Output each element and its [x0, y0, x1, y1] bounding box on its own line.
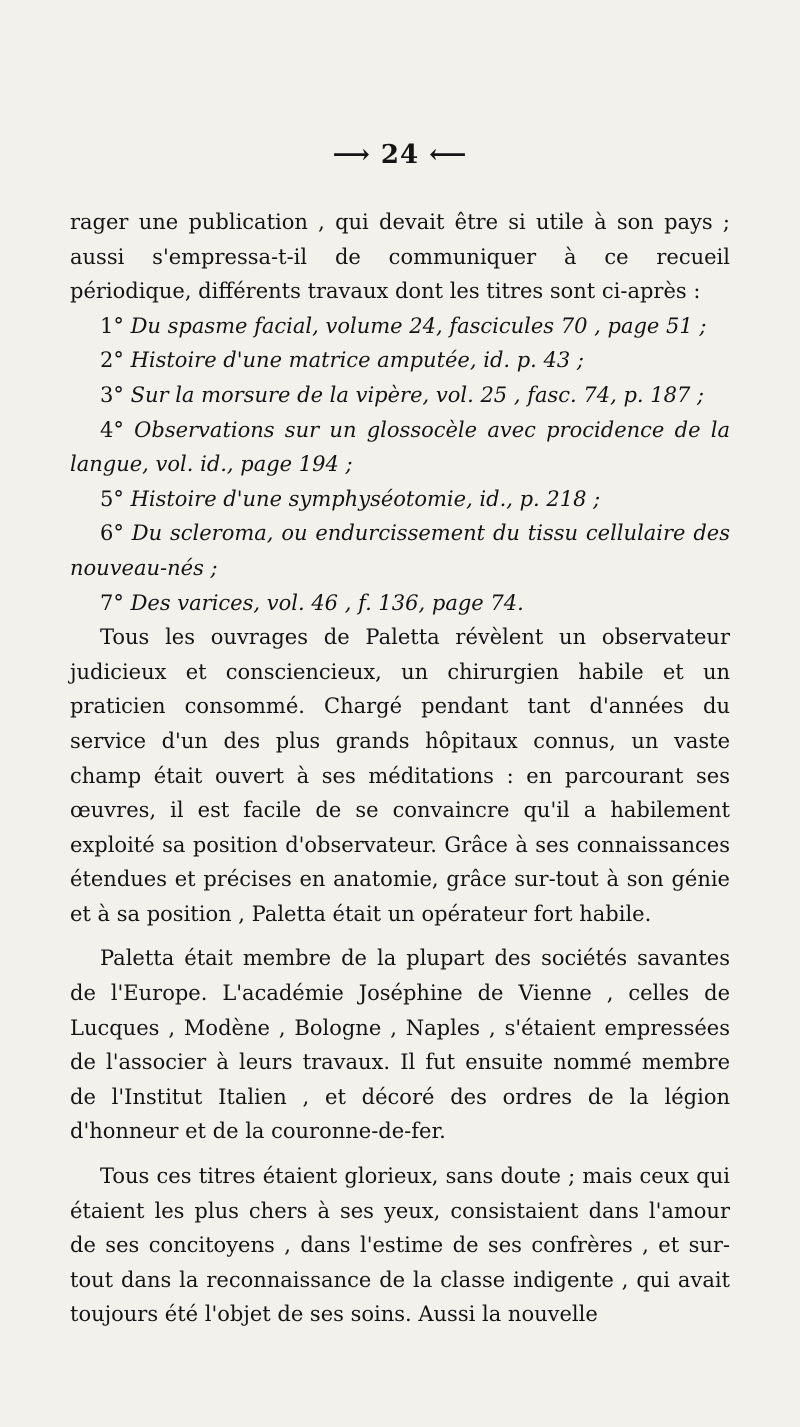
- list-item: 3° Sur la morsure de la vipère, vol. 25 , fasc. 74, p. 187 ;: [100, 382, 705, 407]
- list-item: 5° Histoire d'une symphyséotomie, id., p. 218 ;: [100, 486, 601, 511]
- paragraph-titres: Tous ces titres étaient glorieux, sans doute ; mais ceux qui étaient les plus chers à ses yeux, consistaient dans l'amour de ses concitoyens , dans l'estime de ses confrères , et sur-tout dans la reconnaissance de la classe indigente , qui avait toujours été l'objet de ses soins. Aussi la nouvelle: [70, 1164, 730, 1327]
- paragraph-ouvrages: Tous les ouvrages de Paletta révèlent un observateur judicieux et consciencieux, un chirurgien habile et un praticien consommé. Chargé pendant tant d'années du service d'un des plus grands hôpitaux connus, un vaste champ était ouvert à ses méditations : en parcourant ses œuvres, il est facile de se convaincre qu'il a habilement exploité sa position d'observateur. Grâce à ses connaissances étendues et précises en anatomie, grâce sur-tout à son génie et à sa position , Paletta était un opérateur fort habile.: [70, 625, 730, 926]
- list-item: 1° Du spasme facial, volume 24, fascicules 70 , page 51 ;: [100, 313, 707, 338]
- works-list: [70, 309, 730, 620]
- list-item: 6° Du scleroma, ou endurcissement du tissu cellulaire des nouveau-nés ;: [70, 521, 730, 580]
- page-number-header: ⟶ 24 ⟵: [332, 140, 468, 170]
- page-body: [70, 205, 730, 1332]
- paragraph-intro: rager une publication , qui devait être si utile à son pays ; aussi s'empressa-t-il de communiquer à ce recueil périodique, différents travaux dont les titres sont ci-après :: [70, 210, 730, 304]
- list-item: 7° Des varices, vol. 46 , f. 136, page 74.: [100, 590, 524, 615]
- list-item: 2° Histoire d'une matrice amputée, id. p. 43 ;: [100, 348, 585, 373]
- paragraph-membre: Paletta était membre de la plupart des sociétés savantes de l'Europe. L'académie Joséphine de Vienne , celles de Lucques , Modène , Bologne , Naples , s'étaient empressées de l'associer à leurs travaux. Il fut ensuite nommé membre de l'Institut Italien , et décoré des ordres de la légion d'honneur et de la couronne-de-fer.: [70, 946, 730, 1144]
- list-item: 4° Observations sur un glossocèle avec procidence de la langue, vol. id., page 194 ;: [70, 417, 731, 477]
